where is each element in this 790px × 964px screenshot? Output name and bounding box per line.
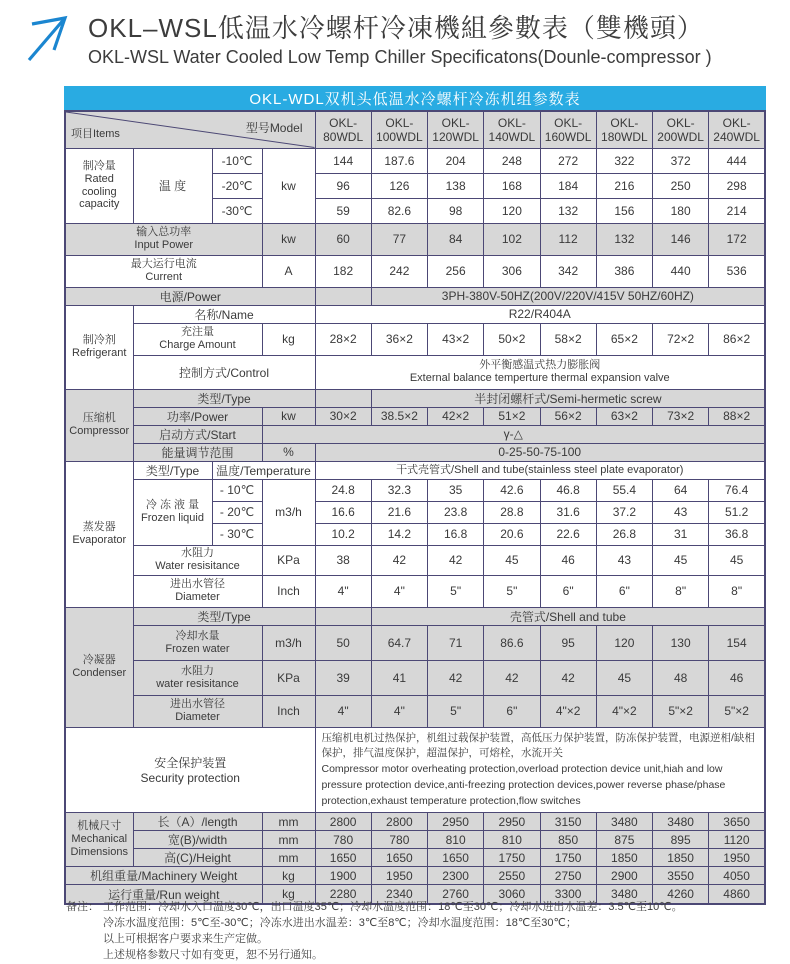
value-cell: 3150 (540, 813, 596, 831)
value-cell: 42 (540, 660, 596, 695)
value-cell: 5" (428, 695, 484, 727)
control-value (315, 355, 765, 389)
value-cell: 77 (371, 223, 427, 255)
value-cell: 8" (709, 575, 765, 607)
control-value-zh: 外平衡感温式热力膨胀阀 (479, 359, 601, 372)
model-header-cell: OKL-140WDL (484, 111, 540, 148)
unit-cell: m3/h (262, 625, 315, 660)
value-cell: 42.6 (484, 479, 540, 501)
unit-cell: KPa (262, 545, 315, 575)
value-cell: 14.2 (371, 523, 427, 545)
spec-table (64, 110, 766, 905)
value-cell: 3480 (596, 885, 652, 904)
value-cell: 248 (484, 148, 540, 173)
value-cell: 2300 (428, 867, 484, 885)
value-cell: 2800 (315, 813, 371, 831)
value-cell: 95 (540, 625, 596, 660)
value-cell: 58×2 (540, 323, 596, 355)
refrigerant-name-label: 名称/Name (133, 305, 315, 323)
value-cell: 38 (315, 545, 371, 575)
value-cell: 4"×2 (540, 695, 596, 727)
value-cell: 182 (315, 255, 371, 287)
unit-cell: kg (262, 323, 315, 355)
spec-sheet (64, 86, 766, 905)
value-cell: 6" (484, 695, 540, 727)
value-cell: 2900 (596, 867, 652, 885)
unit-cell: kw (262, 148, 315, 223)
value-cell: 2950 (428, 813, 484, 831)
value-cell: 84 (428, 223, 484, 255)
value-cell: 56×2 (540, 407, 596, 425)
value-cell: 88×2 (709, 407, 765, 425)
power-supply-label: 电源/Power (65, 287, 315, 305)
value-cell: 46 (709, 660, 765, 695)
value-cell: 22.6 (540, 523, 596, 545)
model-header-cell: OKL-80WDL (315, 111, 371, 148)
compressor-power-label: 功率/Power (133, 407, 262, 425)
value-cell: 1850 (653, 849, 709, 867)
evap-type-value: 干式壳管式/Shell and tube(stainless steel plate evaporator) (315, 461, 765, 479)
value-cell: 184 (540, 173, 596, 198)
value-cell: 2950 (484, 813, 540, 831)
unit-cell: mm (262, 849, 315, 867)
compressor-zh: 压缩机 (82, 412, 116, 425)
value-cell: 43 (653, 501, 709, 523)
empty-cell (315, 389, 371, 407)
value-cell: 46 (540, 545, 596, 575)
page-title-zh: OKL–WSL低温水冷螺杆冷凍機組參數表（雙機頭） (88, 13, 704, 43)
value-cell: 102 (484, 223, 540, 255)
energy-range-value: 0-25-50-75-100 (315, 443, 765, 461)
value-cell: 1950 (371, 867, 427, 885)
height-label: 高(C)/Height (133, 849, 262, 867)
start-mode-value: γ-△ (262, 425, 765, 443)
footnotes (66, 900, 778, 964)
value-cell: 780 (371, 831, 427, 849)
unit-cell: kg (262, 885, 315, 904)
value-cell: 42 (371, 545, 427, 575)
value-cell: 43 (596, 545, 652, 575)
value-cell: 3060 (484, 885, 540, 904)
value-cell: 810 (484, 831, 540, 849)
value-cell: 3480 (596, 813, 652, 831)
current-label (65, 255, 262, 287)
value-cell: 32.3 (371, 479, 427, 501)
current-en: Current (145, 271, 183, 283)
value-cell: 42×2 (428, 407, 484, 425)
value-cell: 2800 (371, 813, 427, 831)
value-cell: 42 (484, 660, 540, 695)
refrigerant-en: Refrigerant (72, 347, 127, 359)
items-label: 项目Items (71, 128, 120, 140)
evap-type-label: 类型/Type (133, 461, 212, 479)
dimensions-en: Mechanical Dimensions (70, 833, 128, 859)
note-line: 冷冻水温度范围：5℃至-30℃；冷冻水进出水温差：3℃至8℃；冷却水温度范围：18℃至30℃； (103, 916, 577, 929)
evap-dia-en: Diameter (175, 591, 220, 603)
value-cell: 63×2 (596, 407, 652, 425)
value-cell: 1750 (484, 849, 540, 867)
width-label: 宽(B)/width (133, 831, 262, 849)
security-zh: 安全保护装置 (154, 756, 227, 771)
value-cell: 73×2 (653, 407, 709, 425)
value-cell: 98 (428, 198, 484, 223)
value-cell: 2760 (428, 885, 484, 904)
unit-cell: % (262, 443, 315, 461)
value-cell: 214 (709, 198, 765, 223)
cond-dia-en: Diameter (175, 711, 220, 723)
model-header-cell: OKL-200WDL (653, 111, 709, 148)
value-cell: 1650 (371, 849, 427, 867)
security-value-zh: 压缩机电机过热保护，机组过载保护装置，高低压力保护装置，防冻保护装置，电源逆相/缺相保护，排气温度保护，超温保护，可熔栓，水流开关 (321, 731, 755, 760)
energy-range-label: 能量调节范围 (133, 443, 262, 461)
condenser-zh: 冷凝器 (82, 654, 116, 667)
value-cell: 6" (596, 575, 652, 607)
value-cell: 36.8 (709, 523, 765, 545)
frozen-liquid-label (133, 479, 212, 545)
value-cell: 65×2 (596, 323, 652, 355)
value-cell: 187.6 (371, 148, 427, 173)
value-cell: 536 (709, 255, 765, 287)
value-cell: 2340 (371, 885, 427, 904)
value-cell: 64.7 (371, 625, 427, 660)
value-cell: 4860 (709, 885, 765, 904)
temp-cell: - 10℃ (212, 479, 262, 501)
value-cell: 130 (653, 625, 709, 660)
value-cell: 46.8 (540, 479, 596, 501)
value-cell: 10.2 (315, 523, 371, 545)
value-cell: 156 (596, 198, 652, 223)
note-line: 以上可根据客户要求来生产定做。 (103, 932, 268, 945)
value-cell: 5"×2 (653, 695, 709, 727)
value-cell: 6" (540, 575, 596, 607)
value-cell: 43×2 (428, 323, 484, 355)
start-mode-label: 启动方式/Start (133, 425, 262, 443)
value-cell: 172 (709, 223, 765, 255)
value-cell: 35 (428, 479, 484, 501)
value-cell: 4" (315, 695, 371, 727)
value-cell: 59 (315, 198, 371, 223)
temp-cell: -10℃ (212, 148, 262, 173)
value-cell: 5" (428, 575, 484, 607)
value-cell: 4260 (653, 885, 709, 904)
value-cell: 810 (428, 831, 484, 849)
value-cell: 45 (596, 660, 652, 695)
value-cell: 20.6 (484, 523, 540, 545)
value-cell: 42 (428, 545, 484, 575)
value-cell: 242 (371, 255, 427, 287)
cond-wres-en: water resisitance (156, 677, 239, 690)
cond-wres-zh: 水阻力 (181, 664, 214, 677)
value-cell: 780 (315, 831, 371, 849)
model-label: 型号Model (245, 121, 303, 135)
value-cell: 5" (484, 575, 540, 607)
refrigerant-section-label (65, 305, 133, 389)
value-cell: 120 (596, 625, 652, 660)
input-power-label (65, 223, 262, 255)
value-cell: 1950 (709, 849, 765, 867)
value-cell: 8" (653, 575, 709, 607)
value-cell: 1120 (709, 831, 765, 849)
value-cell: 386 (596, 255, 652, 287)
charge-amount-label (133, 323, 262, 355)
value-cell: 42 (428, 660, 484, 695)
evap-temp-label: 温度/Temperature (212, 461, 315, 479)
cond-diameter-label (133, 695, 262, 727)
unit-cell: m3/h (262, 479, 315, 545)
unit-cell: Inch (262, 575, 315, 607)
value-cell: 3650 (709, 813, 765, 831)
cond-water-resistance-label (133, 660, 262, 695)
value-cell: 372 (653, 148, 709, 173)
value-cell: 48 (653, 660, 709, 695)
power-supply-value: 3PH-380V-50HZ(200V/220V/415V 50HZ/60HZ) (371, 287, 765, 305)
diagonal-header-cell (65, 111, 315, 148)
control-label: 控制方式/Control (133, 355, 315, 389)
unit-cell: A (262, 255, 315, 287)
value-cell: 168 (484, 173, 540, 198)
security-value-en: Compressor motor overheating protection,overload protection device unit,hiah and low pressure protection device,anti-freezing protection devices,power reverse phase/phase protection,exhaust temperature protection,flow switches (321, 763, 726, 807)
length-label: 长（A）/length (133, 813, 262, 831)
value-cell: 4" (371, 695, 427, 727)
frozen-liquid-zh: 冷 冻 液 量 (145, 499, 200, 512)
security-value (315, 727, 765, 813)
table-title-bar: OKL-WDL双机头低温水冷螺杆冷冻机组参数表 (64, 86, 766, 110)
value-cell: 28×2 (315, 323, 371, 355)
value-cell: 342 (540, 255, 596, 287)
value-cell: 1650 (428, 849, 484, 867)
value-cell: 55.4 (596, 479, 652, 501)
value-cell: 216 (596, 173, 652, 198)
value-cell: 51.2 (709, 501, 765, 523)
evap-diameter-label (133, 575, 262, 607)
cooling-label-en: Rated cooling capacity (79, 172, 120, 211)
value-cell: 86.6 (484, 625, 540, 660)
value-cell: 45 (709, 545, 765, 575)
value-cell: 60 (315, 223, 371, 255)
value-cell: 1850 (596, 849, 652, 867)
value-cell: 2280 (315, 885, 371, 904)
condenser-type-label: 类型/Type (133, 607, 315, 625)
note-line: 上述规格参数尺寸如有变更，恕不另行通知。 (103, 948, 323, 961)
evap-dia-zh: 进出水管径 (170, 578, 225, 591)
value-cell: 76.4 (709, 479, 765, 501)
evaporator-en: Evaporator (72, 534, 127, 546)
value-cell: 132 (596, 223, 652, 255)
value-cell: 440 (653, 255, 709, 287)
compressor-type-value: 半封闭螺杆式/Semi-hermetic screw (371, 389, 765, 407)
unit-cell: kw (262, 407, 315, 425)
value-cell: 82.6 (371, 198, 427, 223)
value-cell: 51×2 (484, 407, 540, 425)
value-cell: 298 (709, 173, 765, 198)
cooling-section-label (65, 148, 133, 223)
value-cell: 3550 (653, 867, 709, 885)
charge-en: Charge Amount (159, 339, 236, 351)
note-line: 工作范围：冷却水入口温度30℃，出口温度35℃；冷却水温度范围：18℃至30℃；冷却水进出水温差：3.5℃至10℃。 (103, 901, 683, 913)
refrigerant-zh: 制冷剂 (82, 334, 116, 347)
evaporator-section-label (65, 461, 133, 607)
compressor-section-label (65, 389, 133, 461)
refrigerant-name-value: R22/R404A (315, 305, 765, 323)
evap-wres-en: Water resisitance (155, 560, 240, 572)
input-power-en: Input Power (134, 239, 194, 251)
value-cell: 850 (540, 831, 596, 849)
value-cell: 144 (315, 148, 371, 173)
compressor-type-label: 类型/Type (133, 389, 315, 407)
notes-label: 备注： (66, 901, 99, 913)
value-cell: 31 (653, 523, 709, 545)
value-cell: 71 (428, 625, 484, 660)
security-en: Security protection (140, 771, 240, 786)
temp-cell: - 20℃ (212, 501, 262, 523)
value-cell: 1750 (540, 849, 596, 867)
value-cell: 322 (596, 148, 652, 173)
value-cell: 250 (653, 173, 709, 198)
value-cell: 2550 (484, 867, 540, 885)
empty-cell (315, 287, 371, 305)
value-cell: 16.8 (428, 523, 484, 545)
value-cell: 26.8 (596, 523, 652, 545)
value-cell: 41 (371, 660, 427, 695)
unit-cell: mm (262, 813, 315, 831)
control-value-en: External balance temperture thermal expansion valve (409, 372, 670, 384)
value-cell: 875 (596, 831, 652, 849)
temp-cell: -20℃ (212, 173, 262, 198)
temperature-label: 温 度 (133, 148, 212, 223)
input-power-zh: 输入总功率 (136, 226, 192, 239)
value-cell: 2750 (540, 867, 596, 885)
value-cell: 146 (653, 223, 709, 255)
frozen-liquid-en: Frozen liquid (141, 512, 204, 524)
value-cell: 23.8 (428, 501, 484, 523)
value-cell: 4"×2 (596, 695, 652, 727)
value-cell: 444 (709, 148, 765, 173)
empty-cell (315, 607, 371, 625)
value-cell: 39 (315, 660, 371, 695)
condenser-type-value: 壳管式/Shell and tube (371, 607, 765, 625)
dimensions-zh: 机械尺寸 (77, 820, 122, 833)
value-cell: 204 (428, 148, 484, 173)
machinery-weight-label: 机组重量/Machinery Weight (65, 867, 262, 885)
value-cell: 50 (315, 625, 371, 660)
page-header (88, 8, 778, 68)
condenser-en: Condenser (72, 667, 127, 679)
value-cell: 154 (709, 625, 765, 660)
value-cell: 256 (428, 255, 484, 287)
model-header-cell: OKL-160WDL (540, 111, 596, 148)
value-cell: 3300 (540, 885, 596, 904)
notes-lines (103, 900, 683, 964)
evaporator-zh: 蒸发器 (82, 521, 116, 534)
value-cell: 86×2 (709, 323, 765, 355)
value-cell: 180 (653, 198, 709, 223)
temp-cell: - 30℃ (212, 523, 262, 545)
evap-water-resistance-label (133, 545, 262, 575)
value-cell: 24.8 (315, 479, 371, 501)
model-header-cell: OKL-180WDL (596, 111, 652, 148)
dimensions-section-label (65, 813, 133, 867)
value-cell: 45 (653, 545, 709, 575)
value-cell: 37.2 (596, 501, 652, 523)
charge-zh: 充注量 (181, 326, 214, 339)
run-weight-label: 运行重量/Run weight (65, 885, 262, 904)
unit-cell: mm (262, 831, 315, 849)
value-cell: 38.5×2 (371, 407, 427, 425)
value-cell: 72×2 (653, 323, 709, 355)
evap-wres-zh: 水阻力 (181, 547, 214, 560)
brand-arrow-icon (22, 13, 78, 63)
value-cell: 21.6 (371, 501, 427, 523)
value-cell: 272 (540, 148, 596, 173)
value-cell: 50×2 (484, 323, 540, 355)
current-zh: 最大运行电流 (130, 258, 197, 271)
security-label (65, 727, 315, 813)
cooling-label-zh: 制冷量 (82, 159, 116, 172)
unit-cell: Inch (262, 695, 315, 727)
value-cell: 4" (315, 575, 371, 607)
value-cell: 31.6 (540, 501, 596, 523)
model-header-cell: OKL-120WDL (428, 111, 484, 148)
value-cell: 30×2 (315, 407, 371, 425)
value-cell: 45 (484, 545, 540, 575)
cooling-water-zh: 冷却水量 (175, 629, 220, 642)
cooling-water-en: Frozen water (165, 642, 230, 655)
value-cell: 112 (540, 223, 596, 255)
value-cell: 96 (315, 173, 371, 198)
value-cell: 64 (653, 479, 709, 501)
value-cell: 126 (371, 173, 427, 198)
value-cell: 4" (371, 575, 427, 607)
model-header-cell: OKL-240WDL (709, 111, 765, 148)
unit-cell: kg (262, 867, 315, 885)
value-cell: 138 (428, 173, 484, 198)
unit-cell: kw (262, 223, 315, 255)
unit-cell: KPa (262, 660, 315, 695)
temp-cell: -30℃ (212, 198, 262, 223)
page-title-en: OKL-WSL Water Cooled Low Temp Chiller Specificatons(Dounle-compressor ) (88, 47, 712, 67)
value-cell: 895 (653, 831, 709, 849)
compressor-en: Compressor (69, 425, 130, 437)
value-cell: 28.8 (484, 501, 540, 523)
value-cell: 1900 (315, 867, 371, 885)
value-cell: 5"×2 (709, 695, 765, 727)
value-cell: 132 (540, 198, 596, 223)
model-header-cell: OKL-100WDL (371, 111, 427, 148)
cooling-water-label (133, 625, 262, 660)
value-cell: 16.6 (315, 501, 371, 523)
value-cell: 36×2 (371, 323, 427, 355)
value-cell: 306 (484, 255, 540, 287)
value-cell: 1650 (315, 849, 371, 867)
condenser-section-label (65, 607, 133, 727)
value-cell: 120 (484, 198, 540, 223)
value-cell: 4050 (709, 867, 765, 885)
value-cell: 3480 (653, 813, 709, 831)
cond-dia-zh: 进出水管径 (170, 698, 225, 711)
